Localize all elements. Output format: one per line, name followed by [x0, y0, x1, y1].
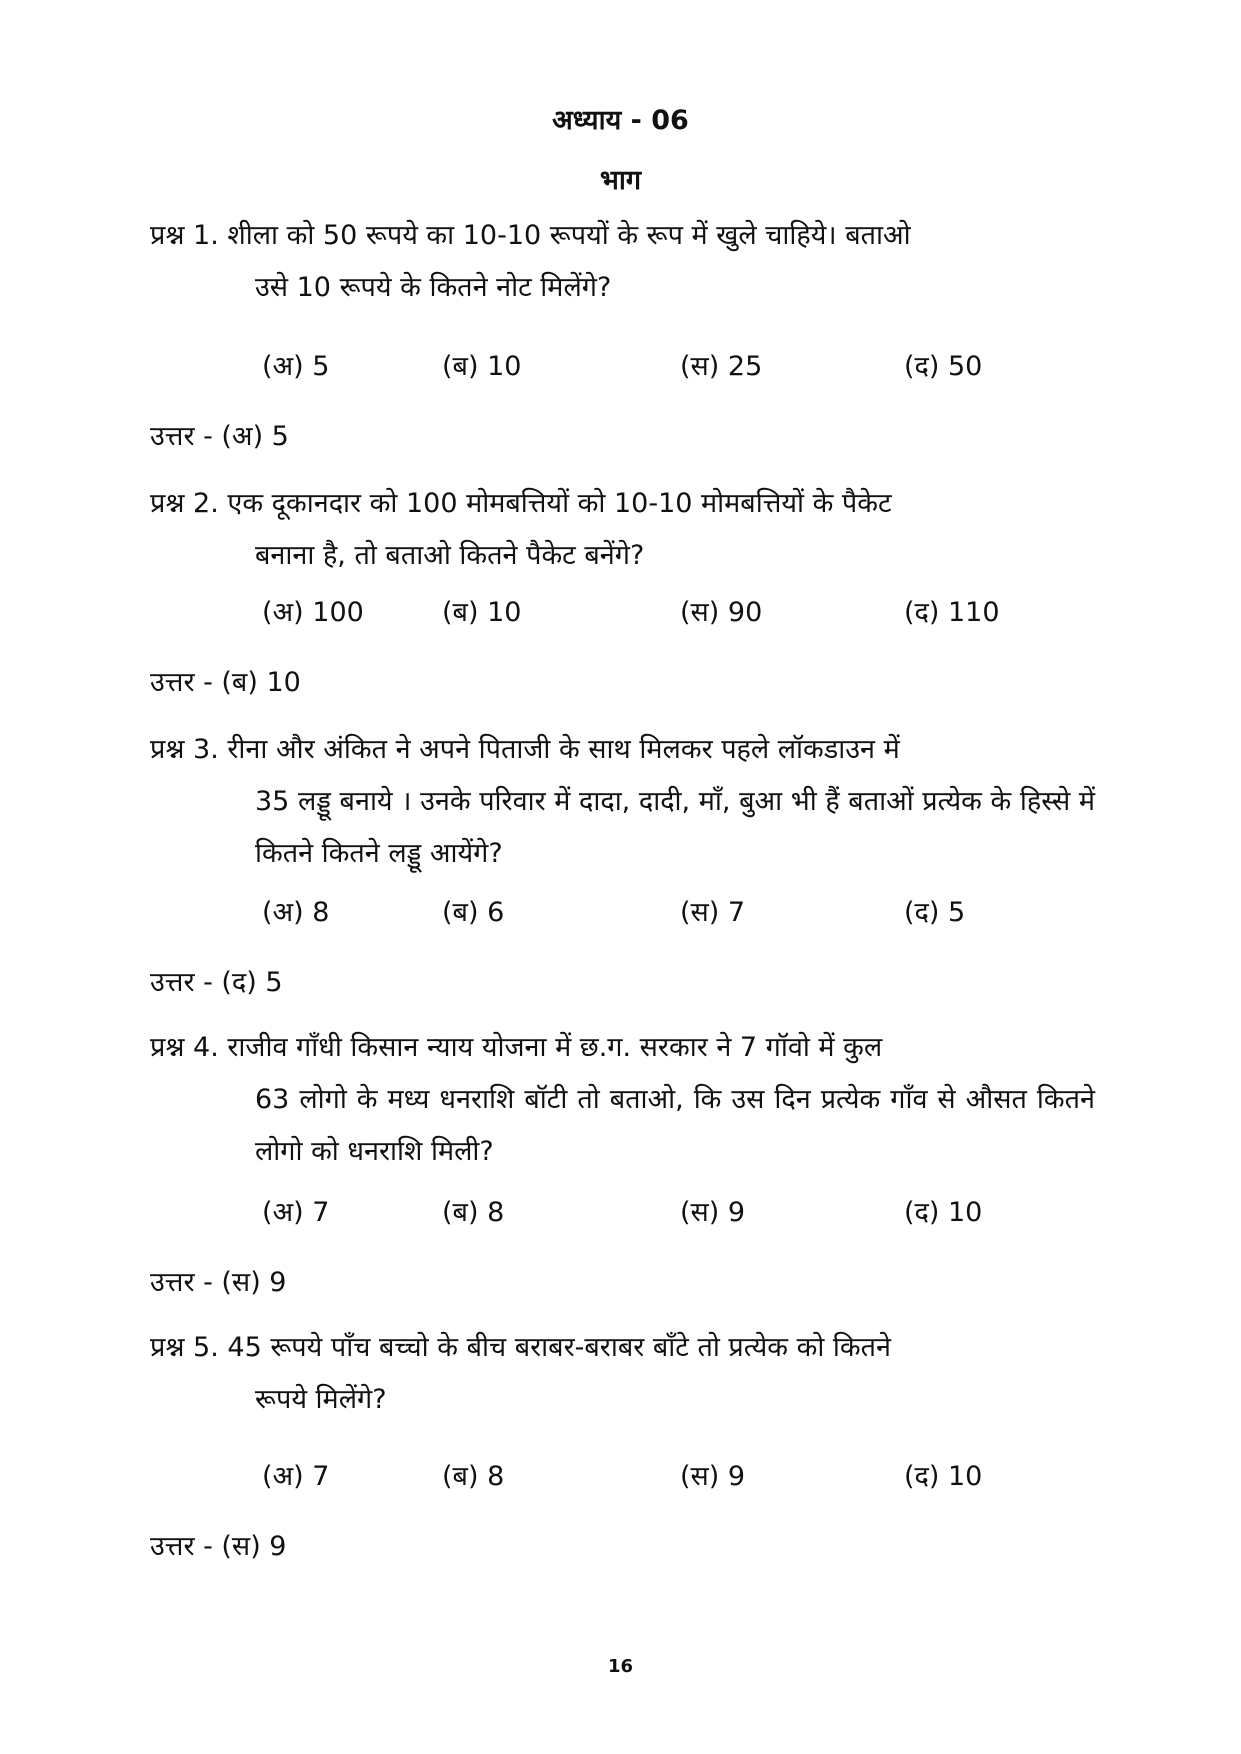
answer-2: उत्तर - (ब) 10 [150, 667, 301, 698]
option-a: (अ) 7 [262, 1461, 330, 1492]
question-text: राजीव गाँधी किसान न्याय योजना में छ.ग. सरकार ने 7 गॉवो में कुल [227, 1032, 883, 1063]
question-label: प्रश्न 5. [150, 1332, 219, 1363]
question-2 [150, 478, 1095, 582]
question-text-continued: 63 लोगो के मध्य धनराशि बॉटी तो बताओ, कि उस दिन प्रत्येक गाँव से औसत कितने लोगो को धनराशि मिली? [255, 1084, 1095, 1167]
question-text-continued: बनाना है, तो बताओ कितने पैकेट बनेंगे? [255, 540, 645, 571]
option-c: (स) 90 [680, 597, 763, 628]
option-c: (स) 9 [680, 1461, 746, 1492]
option-d: (द) 50 [904, 351, 983, 382]
option-b: (ब) 6 [442, 897, 505, 928]
answer-4: उत्तर - (स) 9 [150, 1267, 287, 1298]
options-1 [262, 346, 1102, 386]
options-2 [262, 592, 1102, 632]
question-text: शीला को 50 रूपये का 10-10 रूपयों के रूप में खुले चाहिये। बताओ [227, 220, 911, 251]
option-a: (अ) 7 [262, 1197, 330, 1228]
question-label: प्रश्न 4. [150, 1032, 219, 1063]
option-d: (द) 5 [904, 897, 966, 928]
option-c: (स) 7 [680, 897, 746, 928]
option-b: (ब) 8 [442, 1461, 505, 1492]
option-d: (द) 10 [904, 1197, 983, 1228]
question-5 [150, 1322, 1095, 1426]
answer-1: उत्तर - (अ) 5 [150, 421, 289, 452]
option-c: (स) 25 [680, 351, 763, 382]
question-text: 45 रूपये पाँच बच्चो के बीच बराबर-बराबर बाँटे तो प्रत्येक को कितने [227, 1332, 892, 1363]
chapter-heading: अध्याय - 06 [552, 105, 689, 136]
answer-5: उत्तर - (स) 9 [150, 1531, 287, 1562]
question-text: रीना और अंकित ने अपने पिताजी के साथ मिलकर पहले लॉकडाउन में [227, 734, 900, 765]
question-text-continued: उसे 10 रूपये के कितने नोट मिलेंगे? [255, 272, 612, 303]
question-label: प्रश्न 1. [150, 220, 219, 251]
options-4 [262, 1192, 1102, 1232]
answer-3: उत्तर - (द) 5 [150, 967, 283, 998]
options-3 [262, 892, 1102, 932]
question-text-continued: 35 लड्डू बनाये । उनके परिवार में दादा, दादी, माँ, बुआ भी हैं बताओं प्रत्येक के हिस्से में कितने कितने लड्डू आयेंगे? [255, 786, 1095, 869]
question-label: प्रश्न 2. [150, 488, 219, 519]
option-b: (ब) 10 [442, 351, 522, 382]
page-number: 16 [607, 1656, 634, 1677]
option-b: (ब) 10 [442, 597, 522, 628]
option-c: (स) 9 [680, 1197, 746, 1228]
option-a: (अ) 8 [262, 897, 330, 928]
option-d: (द) 10 [904, 1461, 983, 1492]
option-a: (अ) 100 [262, 597, 364, 628]
options-5 [262, 1456, 1102, 1496]
option-d: (द) 110 [904, 597, 1000, 628]
question-label: प्रश्न 3. [150, 734, 219, 765]
option-a: (अ) 5 [262, 351, 330, 382]
question-4 [150, 1022, 1095, 1178]
question-text-continued: रूपये मिलेंगे? [255, 1384, 387, 1415]
option-b: (ब) 8 [442, 1197, 505, 1228]
question-3 [150, 724, 1095, 880]
question-text: एक दूकानदार को 100 मोमबत्तियों को 10-10 मोमबत्तियों के पैकेट [227, 488, 892, 519]
question-1 [150, 210, 1095, 314]
section-heading: भाग [599, 165, 642, 196]
